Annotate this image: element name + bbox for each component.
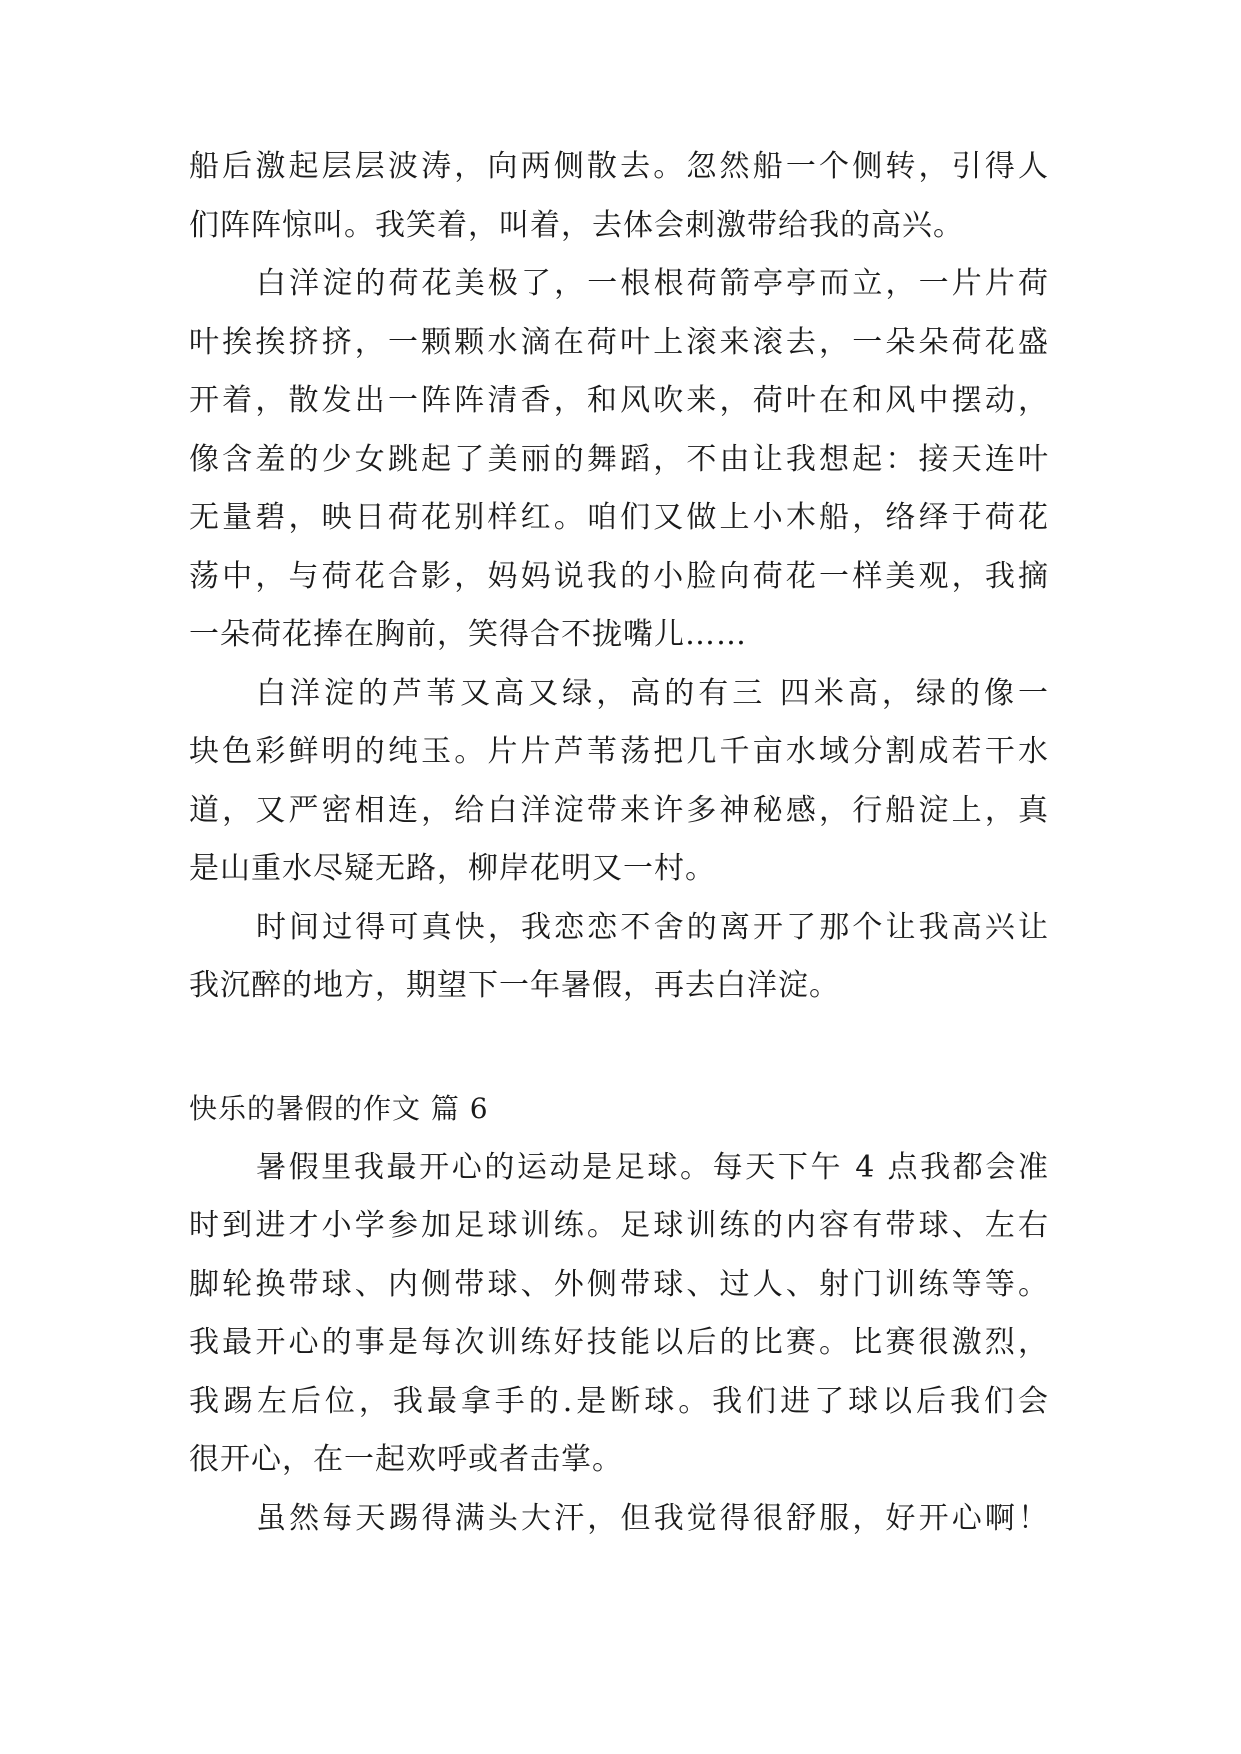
text-line: 很开心，在一起欢呼或者击掌。: [189, 1442, 623, 1477]
text-line: 时间过得可真快，我恋恋不舍的离开了那个让我高兴让: [256, 910, 1049, 945]
section-heading: 快乐的暑假的作文 篇 6: [189, 1092, 489, 1125]
text-line: 一朵荷花捧在胸前，笑得合不拢嘴儿……: [189, 617, 747, 652]
text-line: 是山重水尽疑无路，柳岸花明又一村。: [189, 851, 716, 886]
text-line: 道，又严密相连，给白洋淀带来许多神秘感，行船淀上，真: [189, 793, 1049, 828]
text-line: 白洋淀的芦苇又高又绿，高的有三 四米高，绿的像一: [256, 676, 1049, 711]
text-line: 暑假里我最开心的运动是足球。每天下午 4 点我都会准: [256, 1150, 1049, 1185]
text-line: 像含羞的少女跳起了美丽的舞蹈，不由让我想起：接天连叶: [189, 442, 1049, 477]
text-line: 我沉醉的地方，期望下一年暑假，再去白洋淀。: [189, 968, 840, 1003]
text-line: 开着，散发出一阵阵清香，和风吹来，荷叶在和风中摆动，: [189, 383, 1049, 418]
text-line: 我踢左后位，我最拿手的.是断球。我们进了球以后我们会: [189, 1384, 1049, 1419]
text-line: 叶挨挨挤挤，一颗颗水滴在荷叶上滚来滚去，一朵朵荷花盛: [189, 325, 1049, 360]
text-line: 虽然每天踢得满头大汗，但我觉得很舒服，好开心啊！: [256, 1501, 1049, 1536]
text-line: 块色彩鲜明的纯玉。片片芦苇荡把几千亩水域分割成若干水: [189, 734, 1049, 769]
text-line: 白洋淀的荷花美极了，一根根荷箭亭亭而立，一片片荷: [256, 266, 1049, 301]
text-line: 无量碧，映日荷花别样红。咱们又做上小木船，络绎于荷花: [189, 500, 1049, 535]
text-line: 们阵阵惊叫。我笑着，叫着，去体会刺激带给我的高兴。: [189, 208, 964, 243]
text-line: 荡中，与荷花合影，妈妈说我的小脸向荷花一样美观，我摘: [189, 559, 1049, 594]
text-line: 船后激起层层波涛，向两侧散去。忽然船一个侧转，引得人: [189, 149, 1049, 184]
text-line: 脚轮换带球、内侧带球、外侧带球、过人、射门训练等等。: [189, 1267, 1049, 1302]
text-line: 时到进才小学参加足球训练。足球训练的内容有带球、左右: [189, 1208, 1049, 1243]
text-line: 我最开心的事是每次训练好技能以后的比赛。比赛很激烈，: [189, 1325, 1049, 1360]
